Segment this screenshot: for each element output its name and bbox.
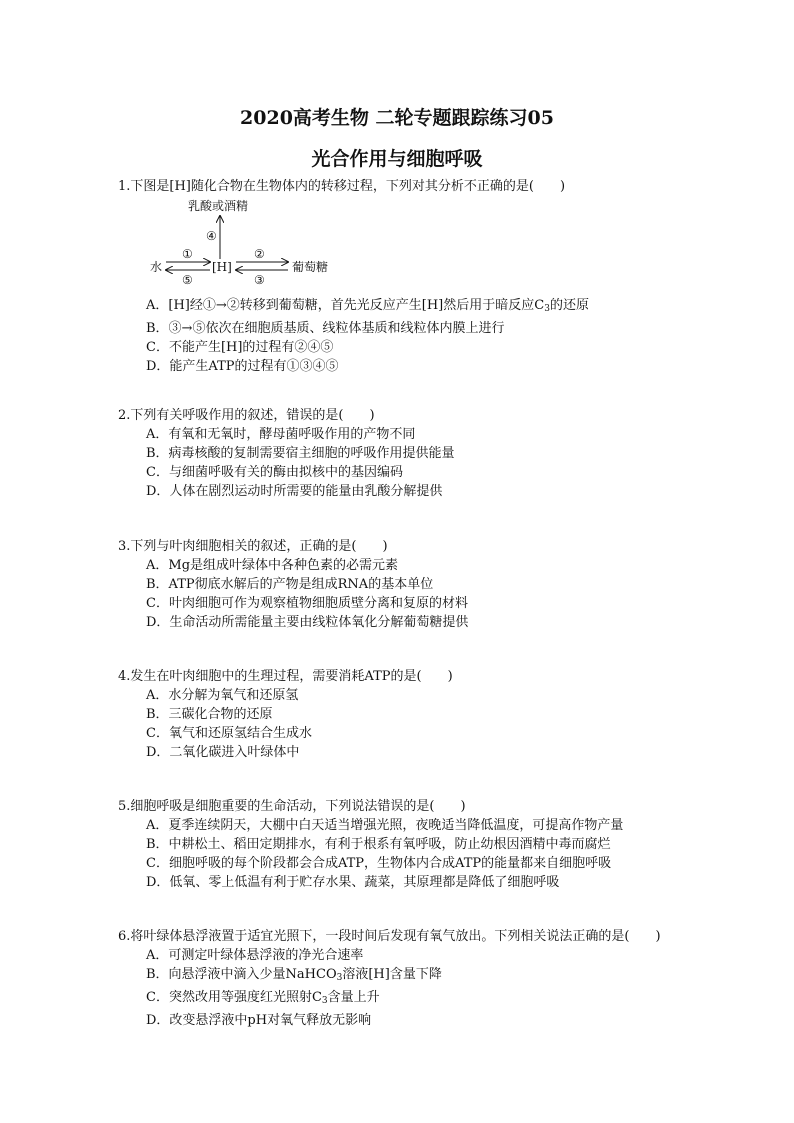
arrow-2-label: ② [254, 247, 265, 261]
arrow-4-label: ④ [206, 229, 217, 243]
diagram-right-label: 葡萄糖 [292, 260, 329, 274]
option-a: A．有氧和无氧时，酵母菌呼吸作用的产物不同 [146, 427, 416, 442]
question-stem: 5.细胞呼吸是细胞重要的生命活动，下列说法错误的是( ) [118, 799, 466, 814]
question-6 [118, 927, 661, 1030]
diagram-top-label: 乳酸或酒精 [188, 199, 249, 213]
option-d: D．低氧、零上低温有利于贮存水果、蔬菜，其原理都是降低了细胞呼吸 [146, 875, 560, 890]
option-d: D．二氧化碳进入叶绿体中 [146, 745, 300, 760]
option-c: C．与细菌呼吸有关的酶由拟核中的基因编码 [146, 465, 403, 480]
option-a: A．Mg是组成叶绿体中各种色素的必需元素 [146, 558, 399, 573]
option-a: A．[H]经①→②转移到葡萄糖，首先光反应产生[H]然后用于暗反应$C_3$的还原 [146, 298, 589, 314]
question-stem: 2.下列有关呼吸作用的叙述，错误的是( ) [118, 408, 375, 423]
question-2 [118, 406, 455, 501]
option-d: D．改变悬浮液中pH对氧气释放无影响 [146, 1013, 372, 1028]
hydrogen-transfer-diagram [148, 196, 368, 292]
option-b: B．向悬浮液中滴入少量NaHCO$_3$溶液[H]含量下降 [146, 967, 442, 983]
diagram-left-label: 水 [150, 260, 163, 274]
option-b: B．三碳化合物的还原 [146, 707, 273, 722]
arrow-5-label: ⑤ [182, 273, 193, 287]
option-b: B．中耕松土、稻田定期排水，有利于根系有氧呼吸，防止幼根因酒精中毒而腐烂 [146, 837, 611, 852]
arrow-1-label: ① [182, 247, 193, 261]
question-stem: 6.将叶绿体悬浮液置于适宜光照下，一段时间后发现有氧气放出。下列相关说法正确的是( ) [118, 929, 661, 944]
option-c: C．不能产生[H]的过程有②④⑤ [146, 340, 334, 355]
question-stem: 1.下图是[H]随化合物在生物体内的转移过程，下列对其分析不正确的是( ) [118, 179, 566, 194]
option-a: A．水分解为氧气和还原氢 [146, 688, 299, 703]
option-c: C．氧气和还原氢结合生成水 [146, 726, 312, 741]
question-stem: 4.发生在叶肉细胞中的生理过程，需要消耗ATP的是( ) [118, 669, 453, 684]
question-stem: 3.下列与叶肉细胞相关的叙述，正确的是( ) [118, 539, 388, 554]
option-d: D．生命活动所需能量主要由线粒体氧化分解葡萄糖提供 [146, 615, 469, 630]
page-subtitle: 光合作用与细胞呼吸 [311, 148, 483, 170]
option-c: C．突然改用等强度红光照射$C_3$含量上升 [146, 990, 380, 1006]
option-d: D．能产生ATP的过程有①③④⑤ [146, 359, 339, 374]
question-1 [118, 177, 565, 196]
option-b: B．③→⑤依次在细胞质基质、线粒体基质和线粒体内膜上进行 [146, 321, 505, 336]
arrow-3-label: ③ [254, 273, 265, 287]
option-d: D．人体在剧烈运动时所需要的能量由乳酸分解提供 [146, 484, 443, 499]
diagram-center-label: [H] [212, 260, 232, 274]
question-5 [118, 797, 623, 892]
page-title: 2020高考生物 二轮专题跟踪练习05 [240, 107, 554, 129]
option-b: B．ATP彻底水解后的产物是组成RNA的基本单位 [146, 577, 434, 592]
option-a: A．夏季连续阴天，大棚中白天适当增强光照，夜晚适当降低温度，可提高作物产量 [146, 818, 624, 833]
option-c: C．细胞呼吸的每个阶段都会合成ATP，生物体内合成ATP的能量都来自细胞呼吸 [146, 856, 612, 871]
question-1-options [118, 296, 589, 376]
option-c: C．叶肉细胞可作为观察植物细胞质壁分离和复原的材料 [146, 596, 468, 611]
option-b: B．病毒核酸的复制需要宿主细胞的呼吸作用提供能量 [146, 446, 455, 461]
question-3 [118, 537, 468, 632]
question-4 [118, 667, 453, 762]
option-a: A．可测定叶绿体悬浮液的净光合速率 [146, 948, 364, 963]
